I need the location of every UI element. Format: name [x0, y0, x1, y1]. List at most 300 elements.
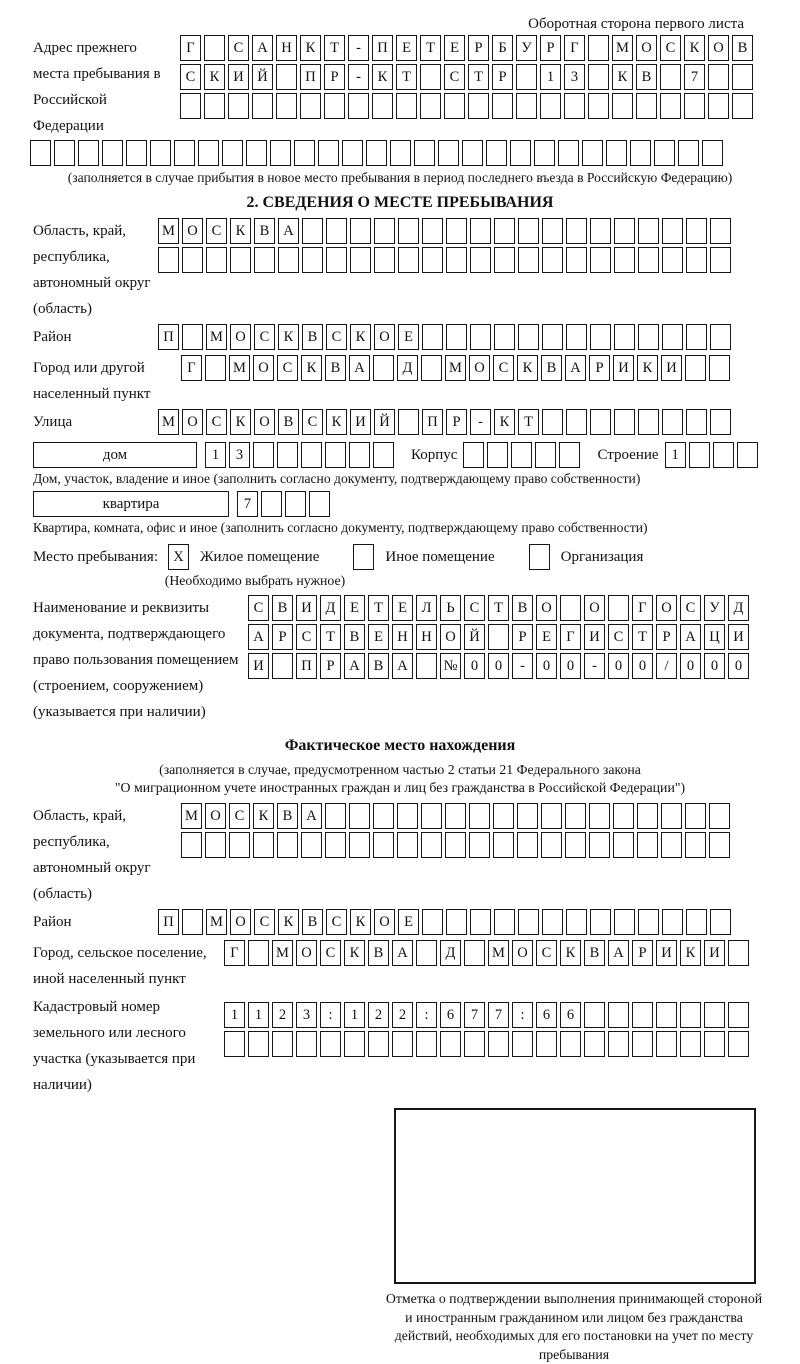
char-cell[interactable]	[566, 409, 587, 435]
char-cell[interactable]	[326, 218, 347, 244]
char-cell[interactable]: К	[253, 803, 274, 829]
char-cell[interactable]	[470, 247, 491, 273]
char-cell[interactable]	[565, 803, 586, 829]
region-row-2[interactable]	[158, 247, 800, 273]
char-cell[interactable]	[680, 1002, 701, 1028]
char-cell[interactable]	[272, 1031, 293, 1057]
char-cell[interactable]: Е	[368, 624, 389, 650]
city-row[interactable]	[181, 355, 800, 381]
char-cell[interactable]: 7	[684, 64, 705, 90]
char-cell[interactable]	[686, 324, 707, 350]
char-cell[interactable]: Д	[397, 355, 418, 381]
char-cell[interactable]: 0	[680, 653, 701, 679]
char-cell[interactable]	[349, 442, 370, 468]
char-cell[interactable]	[566, 247, 587, 273]
char-cell[interactable]: 0	[632, 653, 653, 679]
char-cell[interactable]: Ц	[704, 624, 725, 650]
char-cell[interactable]	[660, 93, 681, 119]
char-cell[interactable]	[320, 1031, 341, 1057]
char-cell[interactable]	[614, 409, 635, 435]
char-cell[interactable]	[468, 93, 489, 119]
char-cell[interactable]: И	[656, 940, 677, 966]
char-cell[interactable]: О	[374, 324, 395, 350]
char-cell[interactable]: О	[584, 595, 605, 621]
document-row-1[interactable]	[248, 595, 800, 621]
char-cell[interactable]: 2	[272, 1002, 293, 1028]
char-cell[interactable]	[445, 832, 466, 858]
char-cell[interactable]	[613, 803, 634, 829]
char-cell[interactable]	[685, 355, 706, 381]
char-cell[interactable]: О	[205, 803, 226, 829]
char-cell[interactable]	[713, 442, 734, 468]
char-cell[interactable]	[494, 218, 515, 244]
char-cell[interactable]	[608, 595, 629, 621]
char-cell[interactable]	[710, 218, 731, 244]
char-cell[interactable]: С	[444, 64, 465, 90]
char-cell[interactable]	[318, 140, 339, 166]
char-cell[interactable]	[324, 93, 345, 119]
char-cell[interactable]: С	[464, 595, 485, 621]
cadastral-row-2[interactable]	[224, 1031, 800, 1057]
char-cell[interactable]	[438, 140, 459, 166]
char-cell[interactable]: П	[296, 653, 317, 679]
char-cell[interactable]: О	[230, 909, 251, 935]
char-cell[interactable]: 6	[440, 1002, 461, 1028]
char-cell[interactable]	[300, 93, 321, 119]
char-cell[interactable]: В	[325, 355, 346, 381]
char-cell[interactable]	[486, 140, 507, 166]
char-cell[interactable]: М	[272, 940, 293, 966]
char-cell[interactable]	[542, 909, 563, 935]
char-cell[interactable]	[710, 409, 731, 435]
char-cell[interactable]	[590, 324, 611, 350]
char-cell[interactable]	[560, 1031, 581, 1057]
char-cell[interactable]	[488, 1031, 509, 1057]
char-cell[interactable]	[590, 409, 611, 435]
char-cell[interactable]	[276, 64, 297, 90]
char-cell[interactable]	[708, 93, 729, 119]
char-cell[interactable]	[492, 93, 513, 119]
char-cell[interactable]	[590, 909, 611, 935]
char-cell[interactable]: В	[512, 595, 533, 621]
char-cell[interactable]	[493, 832, 514, 858]
char-cell[interactable]: В	[584, 940, 605, 966]
char-cell[interactable]: К	[372, 64, 393, 90]
char-cell[interactable]: Е	[444, 35, 465, 61]
char-cell[interactable]	[30, 140, 51, 166]
char-cell[interactable]: О	[296, 940, 317, 966]
char-cell[interactable]: У	[516, 35, 537, 61]
char-cell[interactable]	[638, 324, 659, 350]
char-cell[interactable]: И	[704, 940, 725, 966]
char-cell[interactable]: А	[680, 624, 701, 650]
char-cell[interactable]	[614, 247, 635, 273]
char-cell[interactable]	[529, 544, 550, 570]
char-cell[interactable]: Р	[540, 35, 561, 61]
char-cell[interactable]: А	[344, 653, 365, 679]
char-cell[interactable]	[494, 324, 515, 350]
char-cell[interactable]	[590, 247, 611, 273]
char-cell[interactable]: К	[326, 409, 347, 435]
char-cell[interactable]: К	[230, 409, 251, 435]
char-cell[interactable]: М	[445, 355, 466, 381]
char-cell[interactable]: С	[254, 324, 275, 350]
char-cell[interactable]: И	[613, 355, 634, 381]
char-cell[interactable]: 6	[536, 1002, 557, 1028]
house-number-cells[interactable]	[205, 442, 397, 468]
char-cell[interactable]: С	[296, 624, 317, 650]
char-cell[interactable]	[301, 832, 322, 858]
char-cell[interactable]	[732, 93, 753, 119]
char-cell[interactable]: С	[254, 909, 275, 935]
char-cell[interactable]	[470, 218, 491, 244]
char-cell[interactable]: Т	[324, 35, 345, 61]
char-cell[interactable]	[685, 803, 706, 829]
char-cell[interactable]: П	[158, 324, 179, 350]
char-cell[interactable]: О	[254, 409, 275, 435]
char-cell[interactable]: 6	[560, 1002, 581, 1028]
char-cell[interactable]	[373, 803, 394, 829]
char-cell[interactable]	[353, 544, 374, 570]
char-cell[interactable]	[392, 1031, 413, 1057]
char-cell[interactable]	[710, 247, 731, 273]
char-cell[interactable]	[565, 832, 586, 858]
char-cell[interactable]	[420, 93, 441, 119]
char-cell[interactable]: А	[248, 624, 269, 650]
prev-address-row-4[interactable]	[30, 140, 800, 166]
char-cell[interactable]: :	[416, 1002, 437, 1028]
char-cell[interactable]: В	[368, 940, 389, 966]
char-cell[interactable]: О	[636, 35, 657, 61]
char-cell[interactable]	[518, 324, 539, 350]
char-cell[interactable]: Н	[416, 624, 437, 650]
char-cell[interactable]	[78, 140, 99, 166]
char-cell[interactable]	[445, 803, 466, 829]
char-cell[interactable]: О	[230, 324, 251, 350]
char-cell[interactable]: Е	[344, 595, 365, 621]
char-cell[interactable]: К	[204, 64, 225, 90]
char-cell[interactable]: 7	[464, 1002, 485, 1028]
char-cell[interactable]: Т	[420, 35, 441, 61]
char-cell[interactable]	[558, 140, 579, 166]
char-cell[interactable]	[494, 909, 515, 935]
char-cell[interactable]: С	[248, 595, 269, 621]
char-cell[interactable]	[686, 909, 707, 935]
char-cell[interactable]	[422, 247, 443, 273]
checkbox-organization[interactable]	[529, 544, 553, 570]
char-cell[interactable]	[414, 140, 435, 166]
char-cell[interactable]	[396, 93, 417, 119]
char-cell[interactable]	[732, 64, 753, 90]
char-cell[interactable]	[637, 832, 658, 858]
char-cell[interactable]	[588, 35, 609, 61]
char-cell[interactable]	[638, 247, 659, 273]
char-cell[interactable]: О	[253, 355, 274, 381]
char-cell[interactable]: М	[229, 355, 250, 381]
char-cell[interactable]	[493, 803, 514, 829]
char-cell[interactable]	[632, 1002, 653, 1028]
char-cell[interactable]: К	[278, 909, 299, 935]
document-row-2[interactable]	[248, 624, 800, 650]
char-cell[interactable]	[246, 140, 267, 166]
char-cell[interactable]: А	[278, 218, 299, 244]
char-cell[interactable]	[608, 1002, 629, 1028]
char-cell[interactable]	[637, 803, 658, 829]
char-cell[interactable]: М	[158, 409, 179, 435]
char-cell[interactable]: К	[680, 940, 701, 966]
char-cell[interactable]	[708, 64, 729, 90]
char-cell[interactable]: Й	[464, 624, 485, 650]
char-cell[interactable]	[158, 247, 179, 273]
char-cell[interactable]	[421, 355, 442, 381]
checkbox-residential[interactable]	[168, 544, 192, 570]
char-cell[interactable]: 7	[488, 1002, 509, 1028]
char-cell[interactable]: В	[278, 409, 299, 435]
char-cell[interactable]	[285, 491, 306, 517]
char-cell[interactable]: Р	[324, 64, 345, 90]
char-cell[interactable]: 3	[296, 1002, 317, 1028]
char-cell[interactable]	[638, 409, 659, 435]
char-cell[interactable]	[181, 832, 202, 858]
char-cell[interactable]: 0	[464, 653, 485, 679]
char-cell[interactable]: О	[182, 218, 203, 244]
char-cell[interactable]: Д	[320, 595, 341, 621]
char-cell[interactable]: С	[277, 355, 298, 381]
char-cell[interactable]	[397, 832, 418, 858]
prev-address-row-1[interactable]	[180, 35, 800, 61]
char-cell[interactable]	[469, 832, 490, 858]
region-row-1[interactable]	[158, 218, 800, 244]
char-cell[interactable]	[420, 64, 441, 90]
char-cell[interactable]: Г	[564, 35, 585, 61]
char-cell[interactable]	[541, 803, 562, 829]
char-cell[interactable]	[518, 247, 539, 273]
char-cell[interactable]: С	[326, 324, 347, 350]
char-cell[interactable]: П	[372, 35, 393, 61]
char-cell[interactable]: У	[704, 595, 725, 621]
char-cell[interactable]: И	[584, 624, 605, 650]
char-cell[interactable]	[606, 140, 627, 166]
char-cell[interactable]: В	[302, 909, 323, 935]
char-cell[interactable]	[518, 218, 539, 244]
char-cell[interactable]	[422, 909, 443, 935]
char-cell[interactable]	[205, 832, 226, 858]
char-cell[interactable]: М	[488, 940, 509, 966]
char-cell[interactable]: А	[608, 940, 629, 966]
char-cell[interactable]	[728, 1002, 749, 1028]
char-cell[interactable]	[686, 247, 707, 273]
char-cell[interactable]	[349, 803, 370, 829]
char-cell[interactable]: И	[248, 653, 269, 679]
char-cell[interactable]	[326, 247, 347, 273]
char-cell[interactable]: О	[536, 595, 557, 621]
char-cell[interactable]	[373, 442, 394, 468]
char-cell[interactable]: О	[469, 355, 490, 381]
char-cell[interactable]	[487, 442, 508, 468]
char-cell[interactable]	[204, 93, 225, 119]
street-row[interactable]	[158, 409, 800, 435]
actual-region-row-1[interactable]	[181, 803, 800, 829]
char-cell[interactable]	[253, 832, 274, 858]
char-cell[interactable]	[656, 1031, 677, 1057]
apartment-number-cells[interactable]	[237, 491, 333, 517]
char-cell[interactable]: -	[470, 409, 491, 435]
char-cell[interactable]: Т	[368, 595, 389, 621]
char-cell[interactable]: С	[180, 64, 201, 90]
char-cell[interactable]: К	[494, 409, 515, 435]
char-cell[interactable]	[302, 218, 323, 244]
char-cell[interactable]	[582, 140, 603, 166]
char-cell[interactable]: Н	[276, 35, 297, 61]
char-cell[interactable]	[278, 247, 299, 273]
char-cell[interactable]	[541, 832, 562, 858]
char-cell[interactable]: 1	[665, 442, 686, 468]
char-cell[interactable]	[661, 832, 682, 858]
char-cell[interactable]: 2	[392, 1002, 413, 1028]
char-cell[interactable]: В	[272, 595, 293, 621]
char-cell[interactable]	[463, 442, 484, 468]
char-cell[interactable]	[630, 140, 651, 166]
char-cell[interactable]	[261, 491, 282, 517]
char-cell[interactable]	[512, 1031, 533, 1057]
char-cell[interactable]	[560, 595, 581, 621]
char-cell[interactable]	[444, 93, 465, 119]
char-cell[interactable]	[566, 909, 587, 935]
char-cell[interactable]: М	[181, 803, 202, 829]
char-cell[interactable]: Р	[632, 940, 653, 966]
char-cell[interactable]	[348, 93, 369, 119]
char-cell[interactable]: С	[608, 624, 629, 650]
char-cell[interactable]	[422, 324, 443, 350]
char-cell[interactable]: Р	[468, 35, 489, 61]
char-cell[interactable]	[584, 1031, 605, 1057]
char-cell[interactable]	[685, 832, 706, 858]
char-cell[interactable]: И	[350, 409, 371, 435]
char-cell[interactable]: В	[541, 355, 562, 381]
char-cell[interactable]	[374, 247, 395, 273]
char-cell[interactable]	[344, 1031, 365, 1057]
char-cell[interactable]	[421, 832, 442, 858]
char-cell[interactable]: К	[560, 940, 581, 966]
char-cell[interactable]: 0	[704, 653, 725, 679]
char-cell[interactable]: С	[206, 409, 227, 435]
char-cell[interactable]: Р	[320, 653, 341, 679]
char-cell[interactable]: Ь	[440, 595, 461, 621]
char-cell[interactable]	[366, 140, 387, 166]
char-cell[interactable]	[540, 93, 561, 119]
char-cell[interactable]: Н	[392, 624, 413, 650]
char-cell[interactable]	[536, 1031, 557, 1057]
char-cell[interactable]	[440, 1031, 461, 1057]
char-cell[interactable]	[636, 93, 657, 119]
char-cell[interactable]	[174, 140, 195, 166]
char-cell[interactable]	[535, 442, 556, 468]
char-cell[interactable]: А	[392, 653, 413, 679]
char-cell[interactable]	[566, 218, 587, 244]
char-cell[interactable]	[372, 93, 393, 119]
char-cell[interactable]: Д	[728, 595, 749, 621]
char-cell[interactable]	[654, 140, 675, 166]
char-cell[interactable]: О	[182, 409, 203, 435]
char-cell[interactable]	[686, 218, 707, 244]
char-cell[interactable]: А	[565, 355, 586, 381]
char-cell[interactable]	[702, 140, 723, 166]
char-cell[interactable]: Е	[398, 324, 419, 350]
char-cell[interactable]: П	[300, 64, 321, 90]
char-cell[interactable]	[229, 832, 250, 858]
char-cell[interactable]: Т	[518, 409, 539, 435]
char-cell[interactable]: 1	[540, 64, 561, 90]
char-cell[interactable]	[608, 1031, 629, 1057]
char-cell[interactable]	[488, 624, 509, 650]
char-cell[interactable]: 1	[248, 1002, 269, 1028]
char-cell[interactable]	[656, 1002, 677, 1028]
char-cell[interactable]	[446, 218, 467, 244]
char-cell[interactable]	[589, 832, 610, 858]
char-cell[interactable]: Р	[589, 355, 610, 381]
char-cell[interactable]	[180, 93, 201, 119]
char-cell[interactable]	[421, 803, 442, 829]
char-cell[interactable]: /	[656, 653, 677, 679]
char-cell[interactable]: С	[320, 940, 341, 966]
char-cell[interactable]: С	[228, 35, 249, 61]
char-cell[interactable]: К	[684, 35, 705, 61]
char-cell[interactable]	[349, 832, 370, 858]
char-cell[interactable]	[638, 909, 659, 935]
char-cell[interactable]	[662, 324, 683, 350]
prev-address-row-2[interactable]	[180, 64, 800, 90]
char-cell[interactable]	[182, 247, 203, 273]
char-cell[interactable]: 1	[205, 442, 226, 468]
char-cell[interactable]: -	[512, 653, 533, 679]
char-cell[interactable]	[446, 247, 467, 273]
char-cell[interactable]: М	[206, 909, 227, 935]
char-cell[interactable]	[126, 140, 147, 166]
char-cell[interactable]: К	[350, 324, 371, 350]
char-cell[interactable]: Р	[512, 624, 533, 650]
char-cell[interactable]: И	[228, 64, 249, 90]
prev-address-row-3[interactable]	[180, 93, 800, 119]
char-cell[interactable]: К	[230, 218, 251, 244]
char-cell[interactable]	[534, 140, 555, 166]
char-cell[interactable]: Е	[396, 35, 417, 61]
char-cell[interactable]: Д	[440, 940, 461, 966]
char-cell[interactable]: В	[368, 653, 389, 679]
char-cell[interactable]	[564, 93, 585, 119]
checkbox-other-premises[interactable]	[353, 544, 377, 570]
char-cell[interactable]	[270, 140, 291, 166]
char-cell[interactable]: П	[422, 409, 443, 435]
char-cell[interactable]: С	[660, 35, 681, 61]
char-cell[interactable]: А	[301, 803, 322, 829]
char-cell[interactable]: Т	[320, 624, 341, 650]
char-cell[interactable]	[253, 442, 274, 468]
char-cell[interactable]: Г	[632, 595, 653, 621]
char-cell[interactable]	[373, 832, 394, 858]
char-cell[interactable]	[542, 247, 563, 273]
char-cell[interactable]	[252, 93, 273, 119]
char-cell[interactable]	[277, 442, 298, 468]
char-cell[interactable]	[397, 803, 418, 829]
char-cell[interactable]	[613, 832, 634, 858]
char-cell[interactable]: Т	[488, 595, 509, 621]
char-cell[interactable]	[416, 940, 437, 966]
char-cell[interactable]: 0	[536, 653, 557, 679]
char-cell[interactable]	[678, 140, 699, 166]
char-cell[interactable]	[710, 324, 731, 350]
char-cell[interactable]	[709, 832, 730, 858]
char-cell[interactable]	[709, 803, 730, 829]
